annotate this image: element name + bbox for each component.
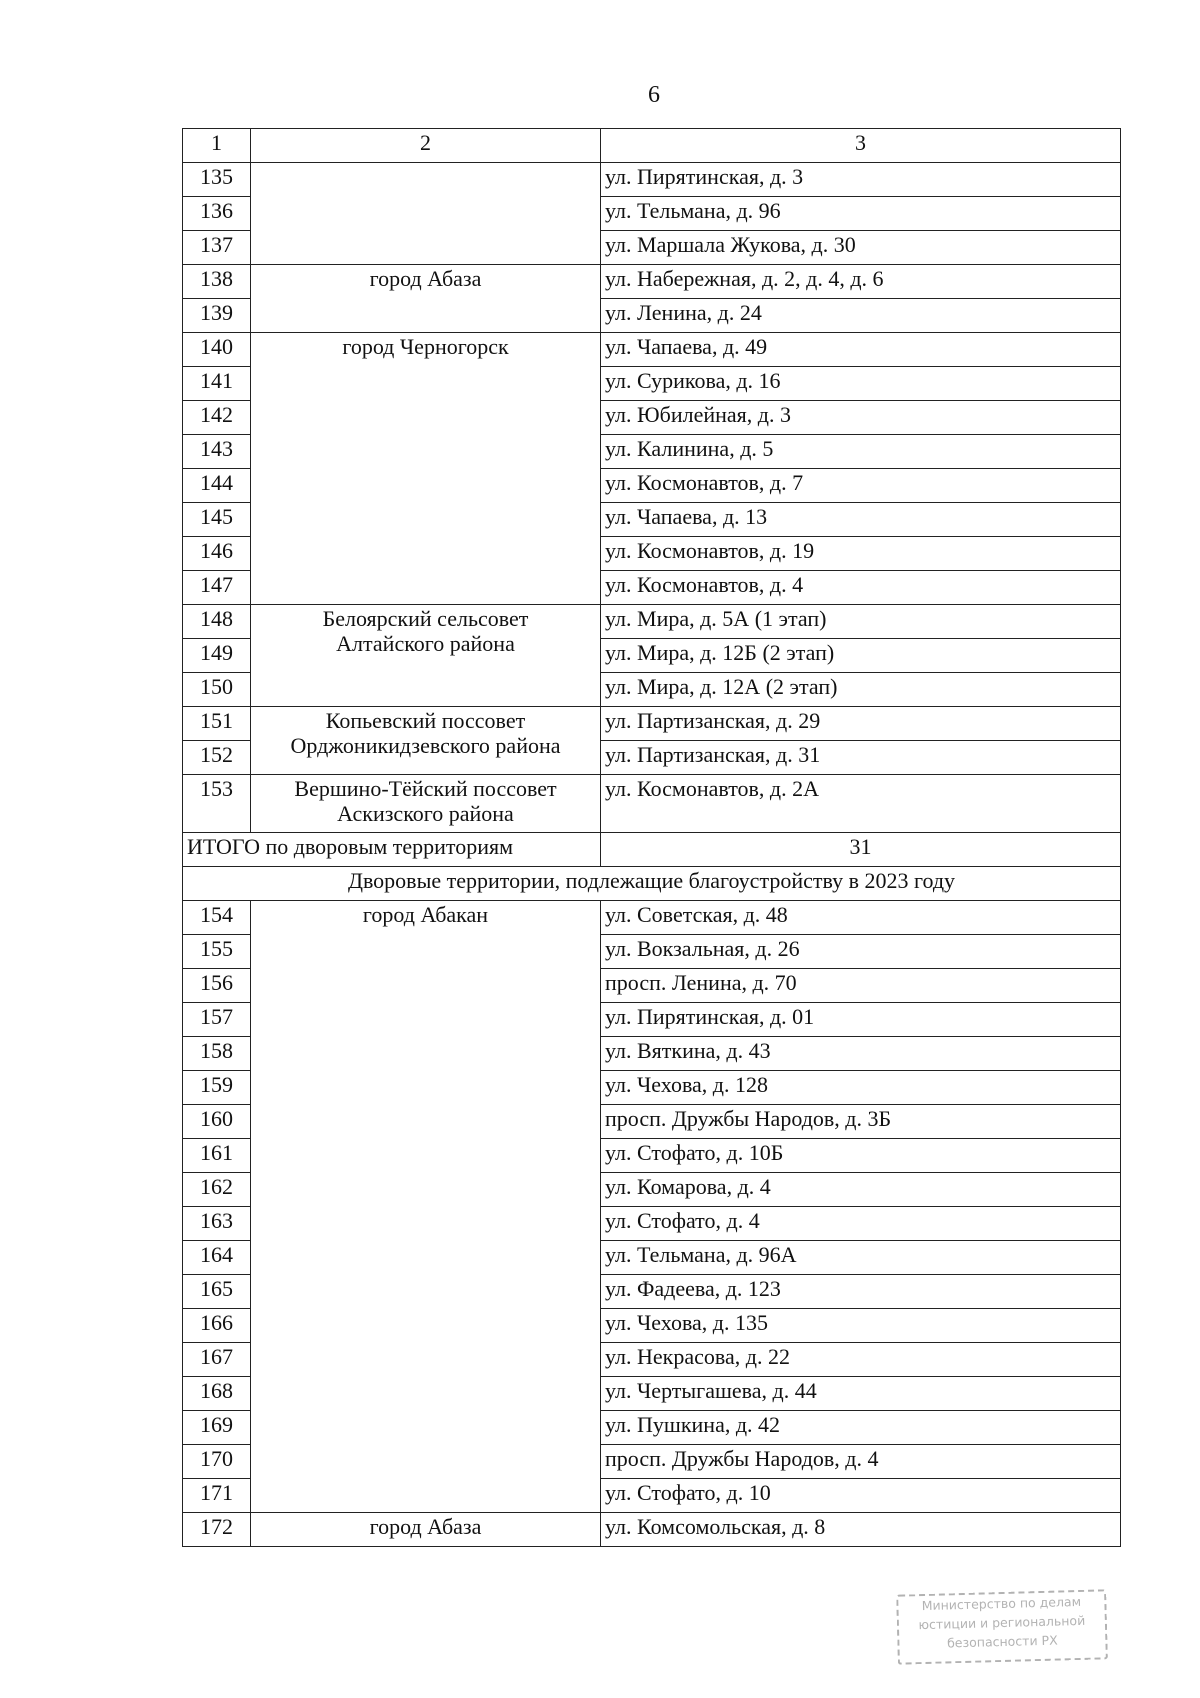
locality-cell-empty xyxy=(251,163,601,265)
locality-line: Вершино-Тёйский поссовет xyxy=(294,776,557,801)
section-title-2023: Дворовые территории, подлежащие благоустройству в 2023 году xyxy=(183,867,1121,901)
row-number: 153 xyxy=(183,775,251,833)
row-address: ул. Чапаева, д. 49 xyxy=(601,333,1121,367)
locality-line: Орджоникидзевского района xyxy=(290,733,561,759)
row-number: 157 xyxy=(183,1003,251,1037)
row-address: просп. Дружбы Народов, д. 4 xyxy=(601,1445,1121,1479)
row-number: 161 xyxy=(183,1139,251,1173)
locality-abaza: город Абаза xyxy=(251,265,601,333)
table-row xyxy=(183,605,1121,639)
row-address: ул. Партизанская, д. 29 xyxy=(601,707,1121,741)
header-col-1: 1 xyxy=(183,129,251,163)
locality-line: Белоярский сельсовет xyxy=(322,606,529,631)
locality-chernogorsk: город Черногорск xyxy=(251,333,601,605)
row-number: 136 xyxy=(183,197,251,231)
total-value: 31 xyxy=(601,833,1121,867)
row-address: ул. Стофато, д. 4 xyxy=(601,1207,1121,1241)
row-address: ул. Юбилейная, д. 3 xyxy=(601,401,1121,435)
row-number: 159 xyxy=(183,1071,251,1105)
row-address: ул. Мира, д. 12Б (2 этап) xyxy=(601,639,1121,673)
section-row xyxy=(183,867,1121,901)
row-number: 148 xyxy=(183,605,251,639)
row-number: 149 xyxy=(183,639,251,673)
row-number: 168 xyxy=(183,1377,251,1411)
locality-kopyevsky xyxy=(251,707,601,775)
row-address: ул. Чехова, д. 128 xyxy=(601,1071,1121,1105)
row-address: ул. Чапаева, д. 13 xyxy=(601,503,1121,537)
locality-line: Аскизского района xyxy=(337,801,514,827)
row-address: ул. Пушкина, д. 42 xyxy=(601,1411,1121,1445)
locality-abakan: город Абакан xyxy=(251,901,601,1513)
row-number: 158 xyxy=(183,1037,251,1071)
row-number: 172 xyxy=(183,1513,251,1547)
row-number: 140 xyxy=(183,333,251,367)
row-number: 167 xyxy=(183,1343,251,1377)
row-number: 137 xyxy=(183,231,251,265)
row-number: 155 xyxy=(183,935,251,969)
row-number: 146 xyxy=(183,537,251,571)
table-row xyxy=(183,265,1121,299)
row-number: 170 xyxy=(183,1445,251,1479)
row-number: 145 xyxy=(183,503,251,537)
row-address: ул. Космонавтов, д. 4 xyxy=(601,571,1121,605)
row-address: ул. Набережная, д. 2, д. 4, д. 6 xyxy=(601,265,1121,299)
locality-line: Алтайского района xyxy=(336,631,515,657)
locality-beloyarsky xyxy=(251,605,601,707)
row-address: ул. Советская, д. 48 xyxy=(601,901,1121,935)
row-number: 150 xyxy=(183,673,251,707)
stamp-line: Министерство по делам xyxy=(921,1593,1082,1614)
row-number: 151 xyxy=(183,707,251,741)
table-row xyxy=(183,775,1121,833)
row-address: ул. Вокзальная, д. 26 xyxy=(601,935,1121,969)
row-address: просп. Дружбы Народов, д. 3Б xyxy=(601,1105,1121,1139)
total-row xyxy=(183,833,1121,867)
locality-abaza-2023: город Абаза xyxy=(251,1513,601,1547)
registration-stamp xyxy=(896,1589,1108,1664)
row-address: ул. Тельмана, д. 96 xyxy=(601,197,1121,231)
locality-vershino xyxy=(251,775,601,833)
row-number: 165 xyxy=(183,1275,251,1309)
row-address: ул. Космонавтов, д. 2А xyxy=(601,775,1121,833)
row-number: 139 xyxy=(183,299,251,333)
row-number: 154 xyxy=(183,901,251,935)
row-address: ул. Пирятинская, д. 3 xyxy=(601,163,1121,197)
row-number: 156 xyxy=(183,969,251,1003)
row-number: 152 xyxy=(183,741,251,775)
table-header-row xyxy=(183,129,1121,163)
row-address: ул. Космонавтов, д. 7 xyxy=(601,469,1121,503)
row-address: ул. Калинина, д. 5 xyxy=(601,435,1121,469)
row-address: ул. Маршала Жукова, д. 30 xyxy=(601,231,1121,265)
row-number: 163 xyxy=(183,1207,251,1241)
row-address: ул. Комарова, д. 4 xyxy=(601,1173,1121,1207)
row-address: ул. Ленина, д. 24 xyxy=(601,299,1121,333)
table-row xyxy=(183,901,1121,935)
row-address: ул. Чертыгашева, д. 44 xyxy=(601,1377,1121,1411)
row-address: ул. Мира, д. 12А (2 этап) xyxy=(601,673,1121,707)
stamp-line: безопасности РХ xyxy=(946,1632,1058,1651)
row-number: 138 xyxy=(183,265,251,299)
row-address: ул. Некрасова, д. 22 xyxy=(601,1343,1121,1377)
row-number: 135 xyxy=(183,163,251,197)
locality-line: Копьевский поссовет xyxy=(325,708,526,733)
header-col-2: 2 xyxy=(251,129,601,163)
table-row xyxy=(183,1513,1121,1547)
row-address: ул. Чехова, д. 135 xyxy=(601,1309,1121,1343)
row-address: ул. Вяткина, д. 43 xyxy=(601,1037,1121,1071)
row-address: ул. Космонавтов, д. 19 xyxy=(601,537,1121,571)
row-number: 171 xyxy=(183,1479,251,1513)
row-number: 160 xyxy=(183,1105,251,1139)
row-address: ул. Тельмана, д. 96А xyxy=(601,1241,1121,1275)
total-label: ИТОГО по дворовым территориям xyxy=(183,833,601,867)
row-address: ул. Пирятинская, д. 01 xyxy=(601,1003,1121,1037)
row-address: просп. Ленина, д. 70 xyxy=(601,969,1121,1003)
header-col-3: 3 xyxy=(601,129,1121,163)
table-row xyxy=(183,333,1121,367)
page-number: 6 xyxy=(648,82,660,108)
row-number: 162 xyxy=(183,1173,251,1207)
row-number: 147 xyxy=(183,571,251,605)
row-address: ул. Сурикова, д. 16 xyxy=(601,367,1121,401)
table-row xyxy=(183,163,1121,197)
stamp-line: юстиции и региональной xyxy=(918,1612,1086,1633)
row-number: 141 xyxy=(183,367,251,401)
row-number: 142 xyxy=(183,401,251,435)
table-row xyxy=(183,707,1121,741)
row-number: 143 xyxy=(183,435,251,469)
row-address: ул. Комсомольская, д. 8 xyxy=(601,1513,1121,1547)
row-address: ул. Мира, д. 5А (1 этап) xyxy=(601,605,1121,639)
row-address: ул. Фадеева, д. 123 xyxy=(601,1275,1121,1309)
addresses-table xyxy=(182,128,1121,1547)
row-number: 169 xyxy=(183,1411,251,1445)
row-address: ул. Партизанская, д. 31 xyxy=(601,741,1121,775)
row-number: 164 xyxy=(183,1241,251,1275)
row-number: 166 xyxy=(183,1309,251,1343)
row-address: ул. Стофато, д. 10Б xyxy=(601,1139,1121,1173)
row-number: 144 xyxy=(183,469,251,503)
row-address: ул. Стофато, д. 10 xyxy=(601,1479,1121,1513)
